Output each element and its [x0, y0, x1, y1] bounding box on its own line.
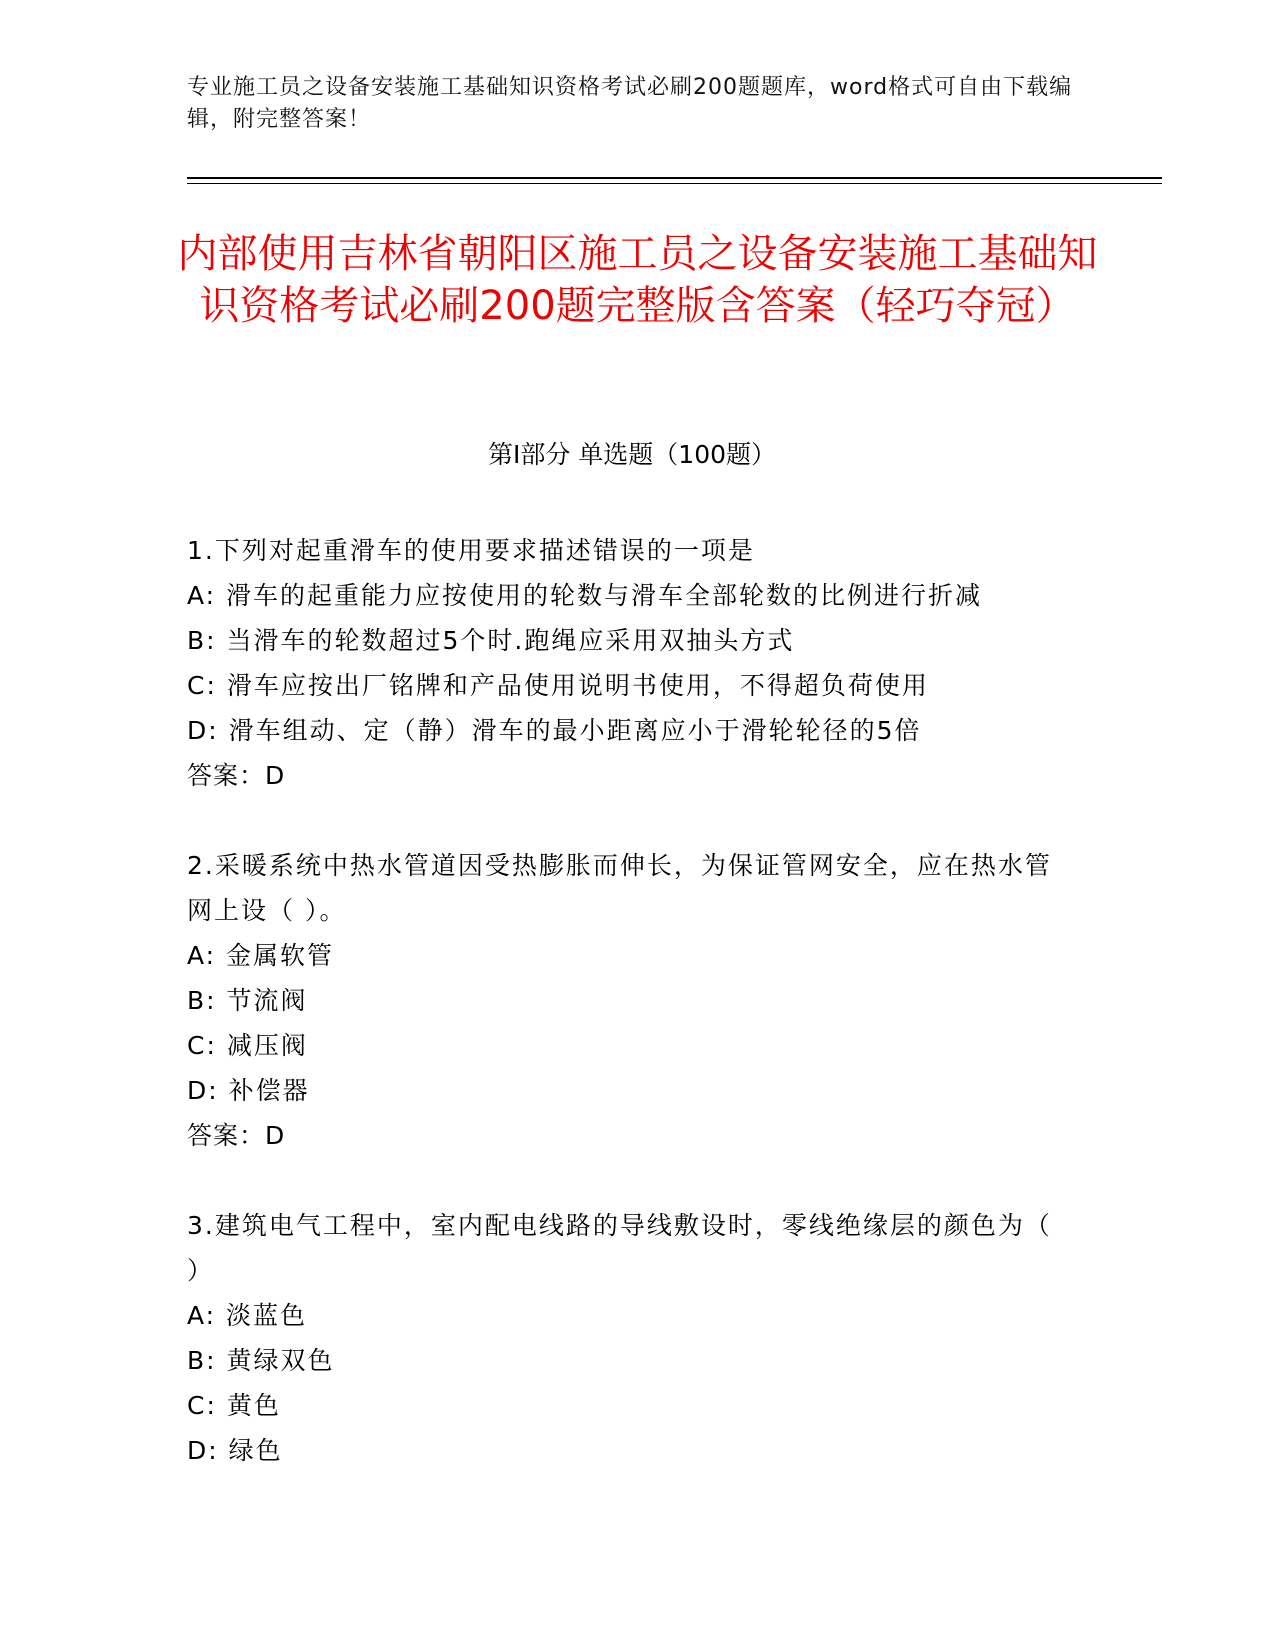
question-2	[187, 843, 1067, 1158]
question-stem: 1.下列对起重滑车的使用要求描述错误的一项是	[187, 536, 755, 565]
question-1	[187, 528, 1067, 798]
question-stem: 2.采暖系统中热水管道因受热膨胀而伸长，为保证管网安全，应在热水管网上设（ ）。	[187, 851, 1052, 925]
option-c: C: 黄色	[187, 1391, 281, 1420]
option-d: D: 绿色	[187, 1436, 283, 1465]
option-a: A: 金属软管	[187, 941, 335, 970]
option-a: A: 滑车的起重能力应按使用的轮数与滑车全部轮数的比例进行折减	[187, 581, 983, 610]
header-divider-thin	[187, 183, 1162, 184]
document-title: 内部使用吉林省朝阳区施工员之设备安装施工基础知识资格考试必刷200题完整版含答案（轻巧夺冠）	[177, 231, 1098, 329]
option-d: D: 补偿器	[187, 1076, 310, 1105]
header-divider-thick	[187, 177, 1162, 179]
option-c: C: 减压阀	[187, 1031, 308, 1060]
question-3	[187, 1203, 1067, 1473]
option-a: A: 淡蓝色	[187, 1301, 308, 1330]
option-d: D: 滑车组动、定（静）滑车的最小距离应小于滑轮轮径的5倍	[187, 716, 922, 745]
question-list	[187, 528, 1067, 1518]
section-heading: 第I部分 单选题（100题）	[487, 440, 777, 469]
header-note: 专业施工员之设备安装施工基础知识资格考试必刷200题题库，word格式可自由下载编辑，附完整答案！	[187, 75, 1073, 132]
question-stem: 3.建筑电气工程中，室内配电线路的导线敷设时，零线绝缘层的颜色为（ ）	[187, 1211, 1052, 1285]
option-b: B: 当滑车的轮数超过5个时.跑绳应采用双抽头方式	[187, 626, 795, 655]
answer-line: 答案：D	[187, 761, 286, 790]
answer-line: 答案：D	[187, 1121, 286, 1150]
option-c: C: 滑车应按出厂铭牌和产品使用说明书使用，不得超负荷使用	[187, 671, 929, 700]
option-b: B: 节流阀	[187, 986, 308, 1015]
option-b: B: 黄绿双色	[187, 1346, 335, 1375]
